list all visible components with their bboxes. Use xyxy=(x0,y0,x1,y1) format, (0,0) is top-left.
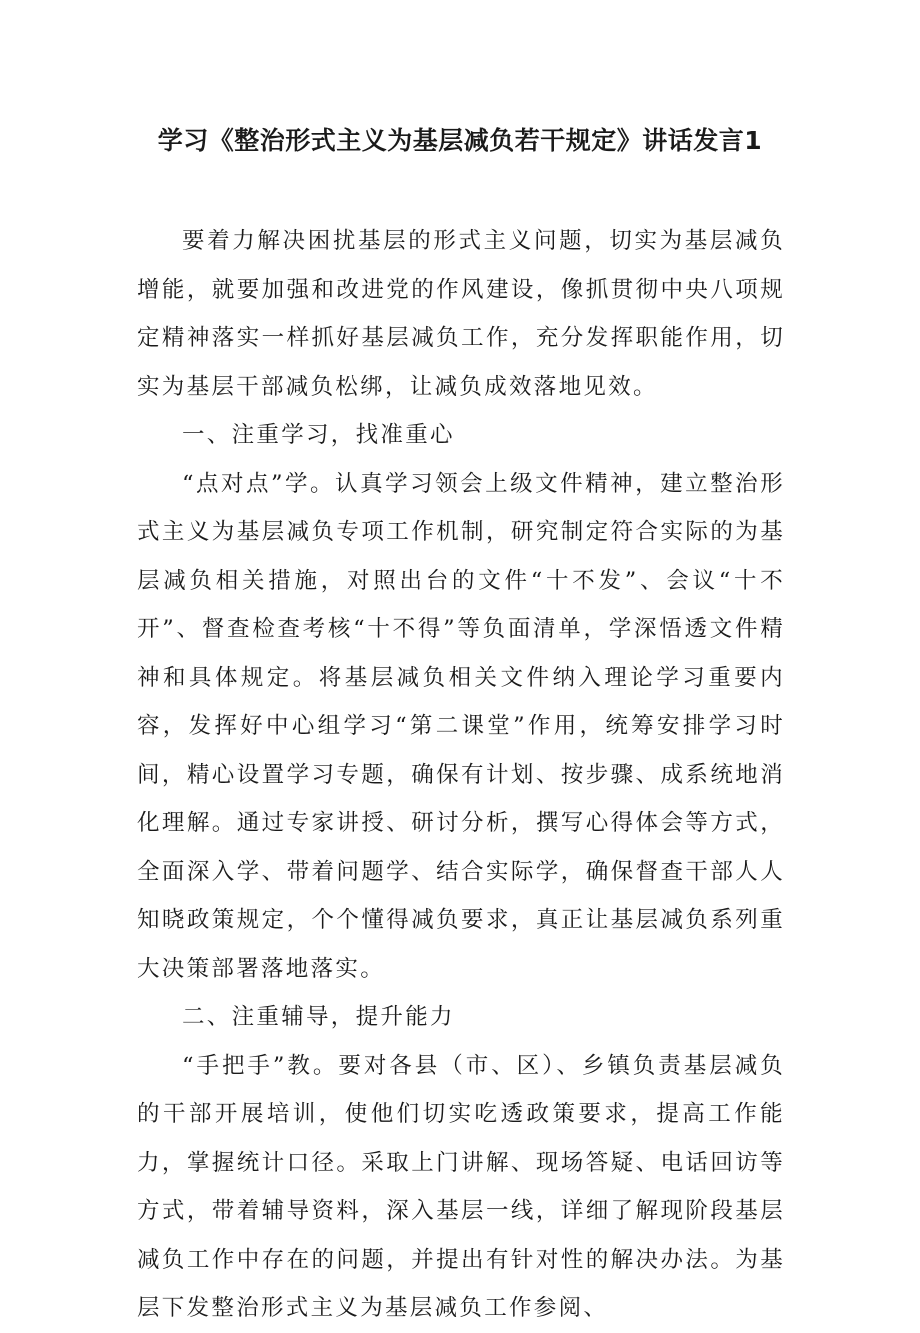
section-2-paragraph: “手把手”教。要对各县（市、区）、乡镇负责基层减负的干部开展培训，使他们切实吃透政策要求，提高工作能力，掌握统计口径。采取上门讲解、现场答疑、电话回访等方式，带着辅导资料，深入基层一线，详细了解现阶段基层减负工作中存在的问题，并提出有针对性的解决办法。为基层下发整治形式主义为基层减负工作参阅、 xyxy=(137,1052,785,1321)
section-1-paragraph: “点对点”学。认真学习领会上级文件精神，建立整治形式主义为基层减负专项工作机制，研究制定符合实际的为基层减负相关措施，对照出台的文件“十不发”、会议“十不开”、督查检查考核“十不得”等负面清单，学深悟透文件精神和具体规定。将基层减负相关文件纳入理论学习重要内容，发挥好中心组学习“第二课堂”作用，统筹安排学习时间，精心设置学习专题，确保有计划、按步骤、成系统地消化理解。通过专家讲授、研讨分析，撰写心得体会等方式，全面深入学、带着问题学、结合实际学，确保督查干部人人知晓政策规定，个个懂得减负要求，真正让基层减负系列重大决策部署落地落实。 xyxy=(137,470,785,982)
document-body xyxy=(137,217,785,1333)
section-heading-1: 一、注重学习，找准重心 xyxy=(182,422,455,448)
document-title: 学习《整治形式主义为基层减负若干规定》讲话发言1 xyxy=(157,126,763,155)
intro-paragraph: 要着力解决困扰基层的形式主义问题，切实为基层减负增能，就要加强和改进党的作风建设，像抓贯彻中央八项规定精神落实一样抓好基层减负工作，充分发挥职能作用，切实为基层干部减负松绑，让减负成效落地见效。 xyxy=(137,228,785,400)
section-heading-2: 二、注重辅导，提升能力 xyxy=(182,1004,455,1030)
